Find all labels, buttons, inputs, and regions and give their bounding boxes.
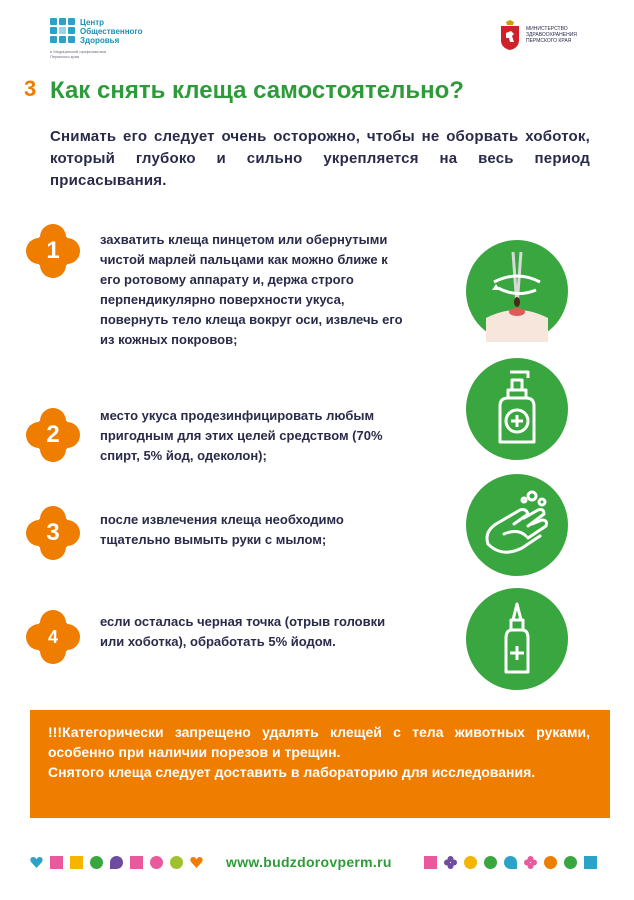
- step-2-number: 2: [46, 421, 60, 448]
- ministry-logo: [500, 20, 596, 50]
- tweezers-rotate-icon: [466, 240, 568, 342]
- ministry-name: МИНИСТЕРСТВО ЗДРАВООХРАНЕНИЯ ПЕРМСКОГО КРАЯ: [526, 26, 577, 44]
- decorative-flower-icon: [444, 856, 457, 869]
- warning-line-1: !!!Категорически запрещено удалять клещей с тела животных руками, особенно при наличии порезов и трещин.: [48, 724, 590, 760]
- decorative-circle-icon: [150, 856, 163, 869]
- website-link[interactable]: www.budzdorovperm.ru: [226, 854, 392, 870]
- section-number: 3: [24, 76, 37, 101]
- decorative-circle-icon: [170, 856, 183, 869]
- step-4-number: 4: [47, 627, 58, 647]
- disinfectant-bottle-icon: [466, 358, 568, 460]
- decorative-circle-icon: [544, 856, 557, 869]
- decorative-leaf-icon: [504, 856, 517, 869]
- step-4-badge: [26, 610, 80, 664]
- page-title: Как снять клеща самостоятельно?: [50, 77, 464, 104]
- step-1-text: захватить клеща пинцетом или обернутыми чистой марлей пальцами как можно ближе к его ротовому аппарату и, держа строго перпендикулярно поверхности укуса, повернуть тело клеща вокруг оси, извлечь его из кожных покровов;: [100, 232, 403, 347]
- warning-box: [30, 710, 610, 818]
- iodine-dropper-icon: [466, 588, 568, 690]
- step-4-text: если осталась черная точка (отрыв головки или хоботка), обработать 5% йодом.: [100, 614, 386, 649]
- decorative-circle-icon: [464, 856, 477, 869]
- decorative-leaf-icon: [110, 856, 123, 869]
- decorative-square-icon: [70, 856, 83, 869]
- step-1-badge: [26, 224, 80, 278]
- logo-text: [80, 18, 143, 45]
- footer: [0, 848, 634, 878]
- logo-subtitle: и Медицинской профилактики Пермского края: [50, 49, 107, 59]
- decorative-square-icon: [424, 856, 437, 869]
- decorative-flower-icon: [524, 856, 537, 869]
- step-2-text: место укуса продезинфицировать любым пригодным для этих целей средством (70% спирт, 5% йод, одеколон);: [100, 408, 383, 463]
- logo-line-1: Центр: [80, 18, 105, 27]
- logo-line-3: Здоровья: [80, 36, 120, 45]
- intro-paragraph: Снимать его следует очень осторожно, чтобы не оборвать хоботок, который глубоко и сильно укрепляется на весь период присасывания.: [50, 128, 590, 189]
- warning-line-2: Снятого клеща следует доставить в лабораторию для исследования.: [48, 764, 536, 780]
- header: [0, 0, 634, 80]
- public-health-center-logo: [50, 18, 143, 46]
- logo-line-2: Общественного: [80, 27, 143, 36]
- decorative-circle-icon: [484, 856, 497, 869]
- step-3-text: после извлечения клеща необходимо тщательно вымыть руки с мылом;: [100, 512, 344, 547]
- step-3-number: 3: [46, 519, 60, 546]
- hand-washing-icon: [466, 474, 568, 576]
- decorative-circle-icon: [90, 856, 103, 869]
- step-2-badge: [26, 408, 80, 462]
- logo-grid-icon: [50, 18, 76, 46]
- decorative-square-icon: [584, 856, 597, 869]
- step-3-badge: [26, 506, 80, 560]
- step-1-number: 1: [46, 237, 60, 264]
- decorative-square-icon: [50, 856, 63, 869]
- decorative-heart-icon: [30, 856, 43, 869]
- decorative-circle-icon: [564, 856, 577, 869]
- decorative-heart-icon: [190, 856, 203, 869]
- coat-of-arms-icon: [500, 20, 520, 50]
- decorative-square-icon: [130, 856, 143, 869]
